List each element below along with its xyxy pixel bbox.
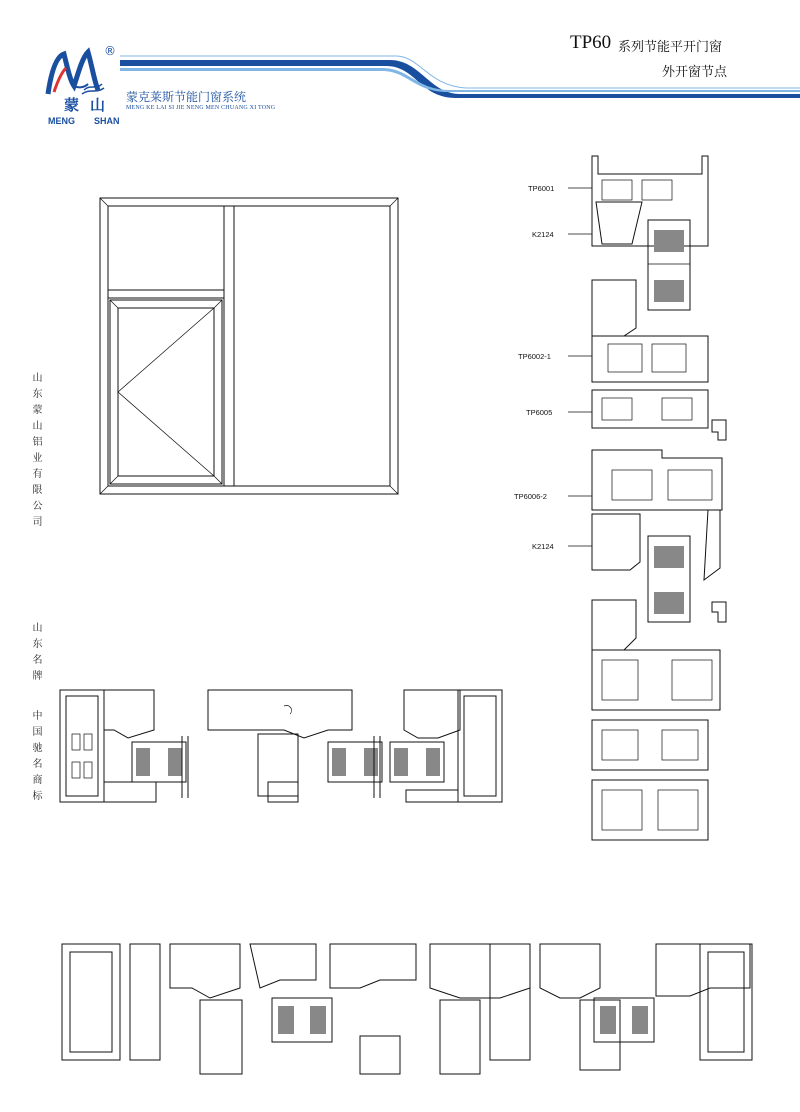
profile-label-tp6001: TP6001 [528,184,555,193]
profile-label-k2124-top: K2124 [532,230,554,239]
side-brand-text: 山东名牌 [30,622,41,686]
horizontal-section-b-drawing [60,940,754,1080]
horizontal-section-a-drawing [58,686,504,812]
profile-label-k2124-bottom: K2124 [532,542,554,551]
company-name-cn: 蒙克莱斯节能门窗系统 [126,90,247,104]
logo-latin-1: MENG [48,116,75,126]
profile-label-tp6005: TP6005 [526,408,553,417]
company-name-pinyin: MENG KE LAI SI JIE NENG MEN CHUANG XI TONG [126,105,276,111]
logo-char-2: 山 [90,96,106,114]
product-code-title: TP60 [570,32,612,53]
registered-mark: ® [104,44,116,58]
profile-label-tp6006-2: TP6006-2 [514,492,547,501]
side-trademark-text: 中国驰名商标 [30,710,41,806]
logo-char-1: 蒙 [64,96,80,114]
product-series-title: 系列节能平开门窗 [618,40,723,55]
logo-latin-2: SHAN [94,116,120,126]
page-subtitle: 外开窗节点 [662,65,728,80]
side-company-text: 山东蒙山铝业有限公司 [30,372,41,532]
profile-label-tp6002-1: TP6002-1 [518,352,551,361]
window-elevation-drawing [98,196,400,498]
